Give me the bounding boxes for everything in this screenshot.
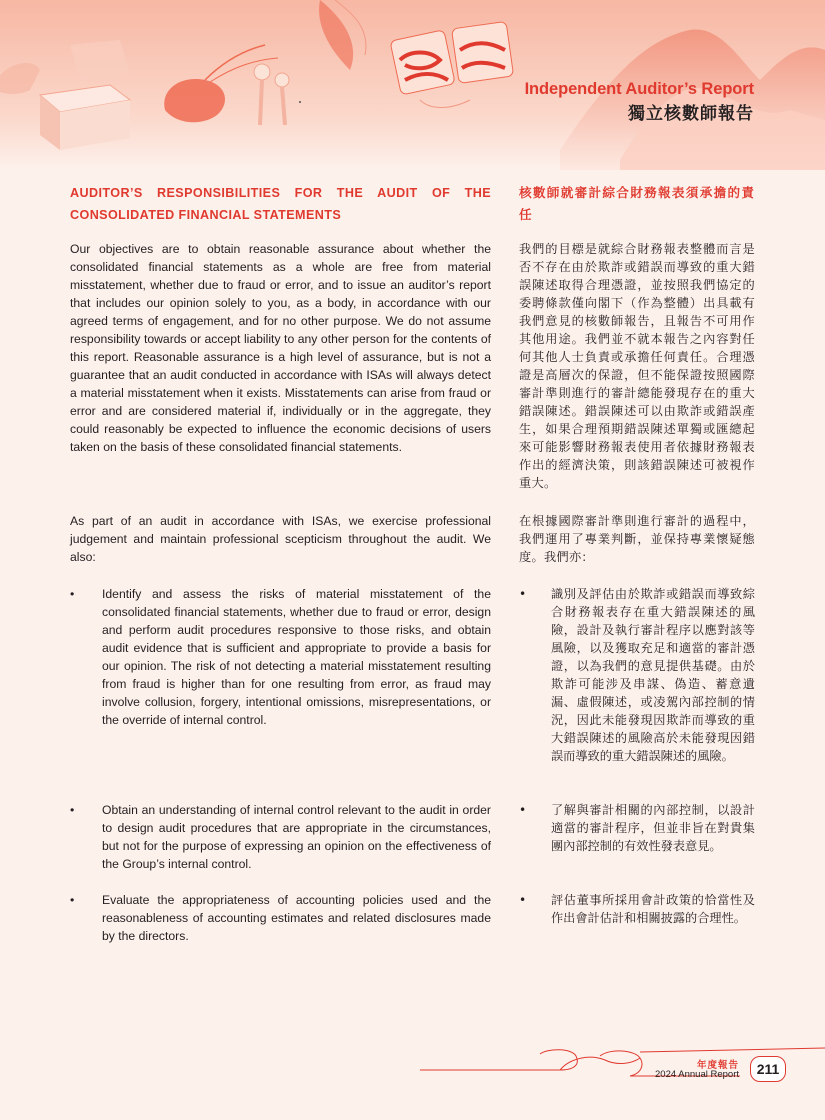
bullet-text-understanding-en: Obtain an understanding of internal control relevant to the audit in order to design audit procedures that are appropriate in the circumstances, but not for the purpose of expressing an opinion on the effectiveness of the Group’s internal control. (102, 803, 491, 871)
bullet-icon: • (70, 587, 75, 601)
list-item (70, 801, 491, 873)
bullet-text-understanding-zh: 了解與審計相關的內部控制，以設計適當的審計程序，但並非旨在對貴集團內部控制的有效性發表意見。 (551, 803, 755, 853)
list-item (519, 585, 755, 765)
header-title (525, 78, 754, 126)
list-item (70, 585, 491, 729)
paragraph-audit-isas-en: As part of an audit in accordance with ISAs, we exercise professional judgement and maintain professional scepticism throughout the audit. We also: (70, 514, 491, 564)
paragraph-audit-isas-zh: 在根據國際審計準則進行審計的過程中，我們運用了專業判斷，並保持專業懷疑態度。我們亦： (519, 514, 755, 564)
footer-label-zh: 年度報告 (696, 1060, 739, 1071)
section-title-zh: 核數師就審計綜合財務報表須承擔的責任 (519, 185, 755, 222)
page-number: 211 (750, 1056, 786, 1082)
english-column (70, 182, 491, 943)
page-footer (0, 1040, 825, 1100)
paragraph-objectives-zh: 我們的目標是就綜合財務報表整體而言是否不存在由於欺詐或錯誤而導致的重大錯誤陳述取得合理憑證，並按照我們協定的委聘條款僅向閣下（作為整體）出具載有我們意見的核數師報告，且報告不可用作其他用途。我們並不就本報告之內容對任何其他人士負責或承擔任何責任。合理憑證是高層次的保證，但不能保證按照國際審計準則進行的審計總能發現存在的重大錯誤陳述。錯誤陳述可以由欺詐或錯誤產生，如果合理預期錯誤陳述單獨或匯總起來可能影響財務報表使用者依據財務報表作出的經濟決策，則該錯誤陳述可被視作重大。 (519, 242, 755, 490)
bullet-icon: • (70, 893, 75, 907)
list-item (519, 801, 755, 855)
list-item (70, 891, 491, 945)
bullet-icon: • (519, 587, 527, 601)
bullet-text-identify-zh: 識別及評估由於欺詐或錯誤而導致綜合財務報表存在重大錯誤陳述的風險，設計及執行審計程序以應對該等風險，以及獲取充足和適當的審計憑證，以為我們的意見提供基礎。由於欺詐可能涉及串謀、偽造、蓄意遺漏、虛假陳述，或凌駕內部控制的情況，因此未能發現因欺詐而導致的重大錯誤陳述的風險高於未能發現因錯誤而導致的重大錯誤陳述的風險。 (551, 587, 755, 763)
bullet-text-identify-en: Identify and assess the risks of material misstatement of the consolidated financial statements, whether due to fraud or error, design and perform audit procedures responsive to those risks, and obtain audit evidence that is sufficient and appropriate to provide a basis for our opinion. The risk of not detecting a material misstatement resulting from fraud is higher than for one resulting from error, as fraud may involve collusion, forgery, intentional omissions, misrepresentations, or the override of internal control. (102, 587, 491, 727)
section-title-en: AUDITOR’S RESPONSIBILITIES FOR THE AUDIT OF THE CONSOLIDATED FINANCIAL STATEMENTS (70, 186, 491, 222)
footer-label-en: 2024 Annual Report (655, 1069, 739, 1080)
chinese-column (519, 182, 755, 925)
bullet-icon: • (519, 803, 527, 817)
bullet-icon: • (519, 893, 527, 907)
list-item (519, 891, 755, 927)
bullet-icon: • (70, 803, 75, 817)
bullet-text-evaluate-en: Evaluate the appropriateness of accounting policies used and the reasonableness of accounting estimates and related disclosures made by the directors. (102, 893, 491, 943)
report-title-en: Independent Auditor’s Report (524, 80, 754, 98)
bullet-text-evaluate-zh: 評估董事所採用會計政策的恰當性及作出會計估計和相關披露的合理性。 (551, 893, 755, 925)
paragraph-objectives-en: Our objectives are to obtain reasonable assurance about whether the consolidated financial statements as a whole are free from material misstatement, whether due to fraud or error, and to issue an auditor’s report that includes our opinion solely to you, as a body, in accordance with our agreed terms of engagement, and for no other purpose. We do not assume responsibility towards or accept liability to any other person for the contents of this report. Reasonable assurance is a high level of assurance, but is not a guarantee that an audit conducted in accordance with ISAs will always detect a material misstatement when it exists. Misstatements can arise from fraud or error and are considered material if, individually or in the aggregate, they could reasonably be expected to influence the economic decisions of users taken on the basis of these consolidated financial statements. (70, 242, 491, 454)
report-title-zh: 獨立核數師報告 (628, 104, 754, 123)
